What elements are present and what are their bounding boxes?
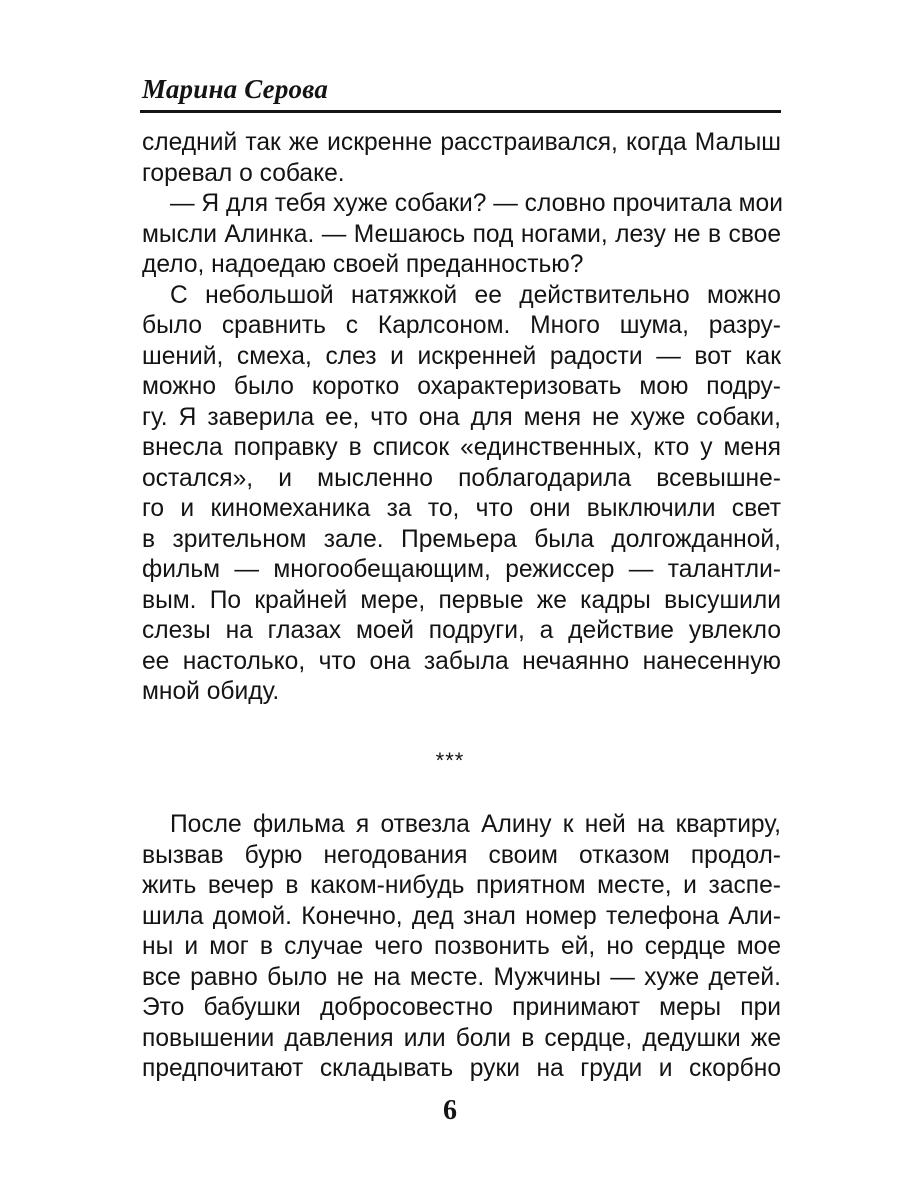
text-line: внесла поправку в список «единственных, кто у меня: [142, 434, 781, 461]
text-line: все равно было не на месте. Мужчины — хуже детей.: [142, 963, 781, 991]
text-line: мысли Алинка. — Мешаюсь под ногами, лезу не в свое: [142, 220, 781, 248]
text-line: вызвав бурю негодования своим отказом продол-: [142, 841, 781, 869]
body-text-bottom: [142, 810, 781, 1085]
text-line: горевал о собаке.: [142, 159, 345, 187]
text-line: повышении давления или боли в сердце, дедушки же: [142, 1024, 781, 1052]
text-line: мной обиду.: [142, 678, 280, 705]
section-separator: ***: [435, 748, 465, 773]
text-line: фильм — многообещающим, режиссер — талантли-: [142, 556, 781, 583]
text-line: С небольшой натяжкой ее действительно можно: [170, 281, 781, 309]
text-line: После фильма я отвезла Алину к ней на квартиру,: [170, 811, 781, 838]
text-line: ны и мог в случае чего позвонить ей, но сердце мое: [142, 933, 781, 960]
text-line: остался», и мысленно поблагодарила всевышне-: [142, 464, 781, 492]
text-line: было сравнить с Карлсоном. Много шума, разру-: [142, 312, 781, 339]
page-number: 6: [443, 1095, 457, 1126]
text-line: — Я для тебя хуже собаки? — словно прочитала мои: [170, 190, 783, 217]
text-line: ее настолько, что она забыла нечаянно нанесенную: [142, 647, 781, 675]
body-text-top: [142, 128, 781, 708]
running-head-author: Марина Серова: [142, 74, 329, 104]
text-line: шений, смеха, слез и искренней радости — вот как: [142, 342, 781, 370]
text-line: жить вечер в каком-нибудь приятном месте, и заспе-: [142, 872, 781, 899]
text-line: гу. Я заверила ее, что она для меня не хуже собаки,: [142, 403, 781, 431]
text-line: можно было коротко охарактеризовать мою подру-: [142, 373, 781, 400]
text-line: го и киномеханика за то, что они выключили свет: [142, 495, 781, 522]
text-line: в зрительном зале. Премьера была долгожданной,: [142, 525, 781, 553]
text-line: слезы на глазах моей подруги, а действие увлекло: [142, 617, 781, 644]
text-line: предпочитают складывать руки на груди и скорбно: [142, 1055, 781, 1082]
text-line: следний так же искренне расстраивался, когда Малыш: [142, 129, 781, 156]
text-line: вым. По крайней мере, первые же кадры высушили: [142, 586, 781, 614]
text-line: шила домой. Конечно, дед знал номер телефона Али-: [142, 902, 781, 930]
text-line: Это бабушки добросовестно принимают меры при: [142, 994, 781, 1021]
text-line: дело, надоедаю своей преданностью?: [142, 251, 584, 278]
header-rule: [140, 110, 781, 113]
